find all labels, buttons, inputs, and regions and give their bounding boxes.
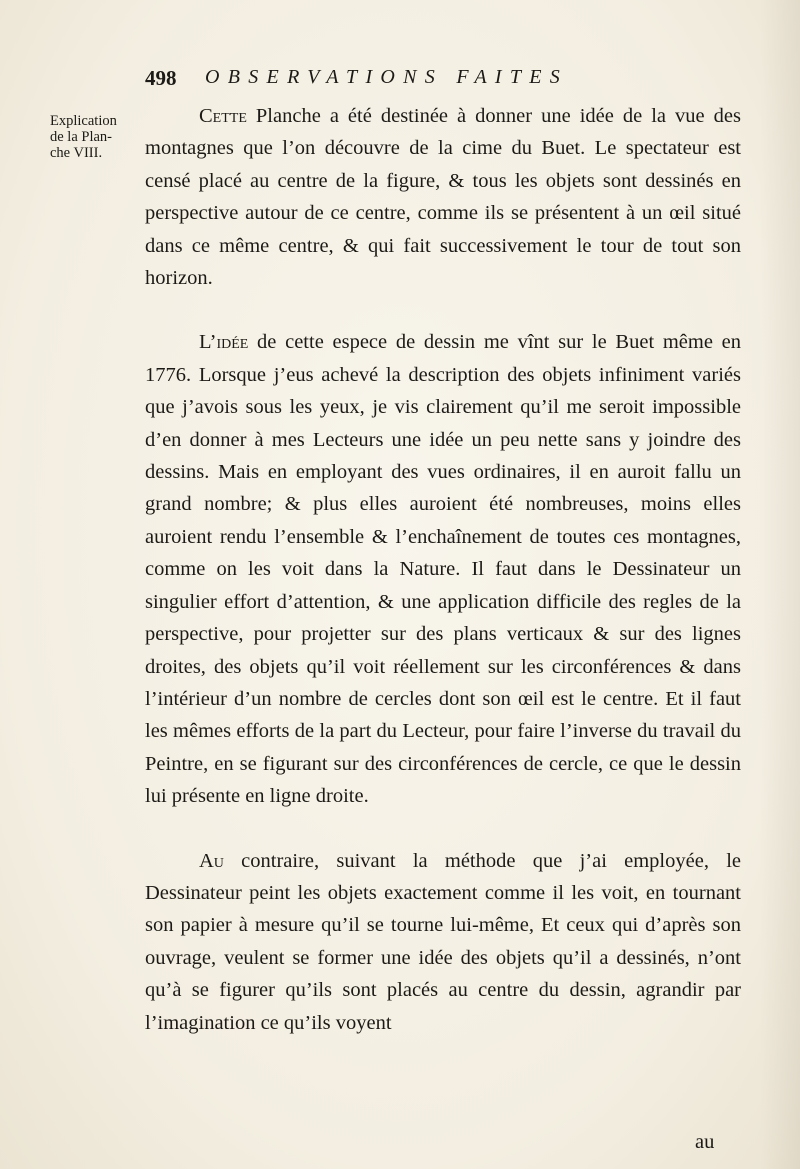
paragraph-lead: Cette <box>199 105 247 127</box>
paragraph-text: de cette espece de dessin me vînt sur le Buet même en 1776. Lorsque j’eus achevé la description des objets infiniment variés que j’avois sous les yeux, je vis clairement qu’il me seroit impossible d’en donner à mes Lecteurs une idée un peu nette sans y joindre des dessins. Mais en employant des vues ordinaires, il en auroit fallu un grand nombre; & plus elles auroient été nombreuses, moins elles auroient rendu l’ensemble & l’enchaînement de toutes ces montagnes, comme on les voit dans la Nature. Il faut dans le Dessinateur un singulier effort d’attention, & une application difficile des regles de la perspective, pour projetter sur des plans verticaux & sur des lignes droites, des objets qu’il voit réellement sur les circonférences & dans l’intérieur d’un nombre de cercles dont son œil est le centre. Et il faut les mêmes efforts de la part du Lecteur, pour faire l’inverse du travail du Peintre, en se figurant sur des circonférences de cercle, ce que le dessin lui présente en ligne droite. <box>145 331 741 808</box>
paragraph-text: Planche a été destinée à donner une idée de la vue des montagnes que l’on découvre de la cime du Buet. Le spectateur est censé placé au centre de la figure, & tous les objets sont dessinés en perspective autour de ce centre, comme ils se présentent à un œil situé dans ce même centre, & qui fait successivement le tour de tout son horizon. <box>145 105 741 290</box>
margin-note-line: Explication <box>50 113 117 129</box>
catchword: au <box>695 1131 715 1153</box>
margin-note-line: de la Plan- <box>50 129 113 145</box>
paragraph <box>145 845 741 1039</box>
paragraph-lead: Au <box>199 849 224 872</box>
margin-note <box>50 113 130 161</box>
paragraph-text: contraire, suivant la méthode que j’ai employée, le Dessinateur peint les objets exactement comme il les voit, en tournant son papier à mesure qu’il se tourne lui-même, Et ceux qui d’après son ouvrage, veulent se former une idée des objets qu’il a dessinés, n’ont qu’à se figurer qu’ils sont placés au centre du dessin, agrandir par l’imagination ce qu’ils voyent <box>145 849 741 1034</box>
paragraph <box>145 100 741 294</box>
paragraph-lead: L’idée <box>199 331 249 354</box>
body-text <box>145 100 741 1039</box>
page-number: 498 <box>145 66 177 90</box>
running-head: OBSERVATIONS FAITES <box>205 66 569 88</box>
margin-note-line: che VIII. <box>50 145 103 161</box>
paragraph <box>145 326 741 812</box>
